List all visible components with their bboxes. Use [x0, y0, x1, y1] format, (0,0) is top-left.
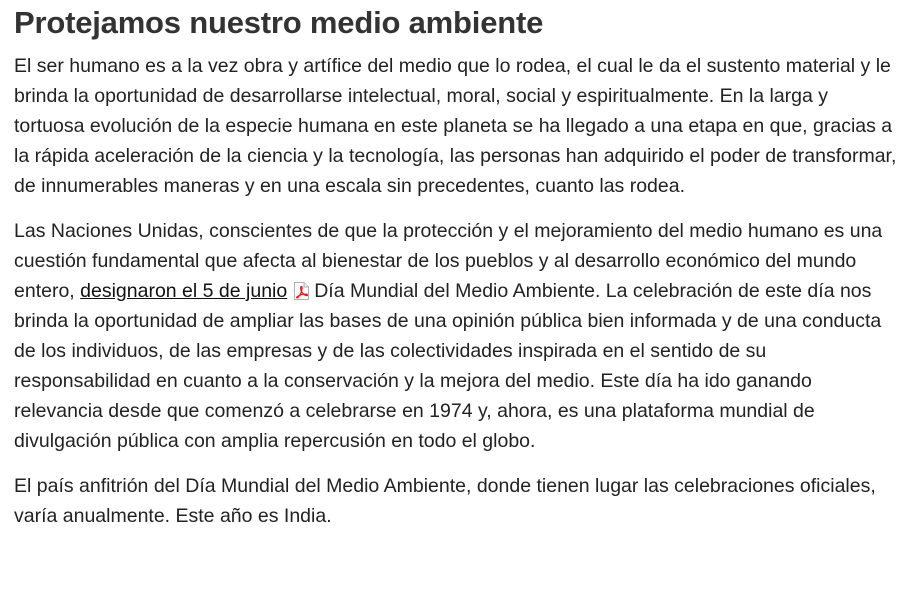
paragraph-un-text-before: Las Naciones Unidas, conscientes de que la protección y el mejoramiento del medio humano es una cuestión fundamental que afecta al bienestar de los pueblos y al desarrollo económico del mundo entero, [14, 220, 883, 302]
article [0, 3, 908, 531]
paragraph-un-text-after: Día Mundial del Medio Ambiente. La celebración de este día nos brinda la oportunidad de ampliar las bases de una opinión pública bien informada y de una conducta de los individuos, de las empresas y de las colectividades inspirada en el sentido de su responsabilidad en cuanto a la conservación y la mejora del medio. Este día ha ido ganando relevancia desde que comenzó a celebrarse en 1974 y, ahora, es una plataforma mundial de divulgación pública con amplia repercusión en todo el globo. [14, 280, 882, 452]
page-title: Protejamos nuestro medio ambiente [14, 5, 544, 40]
designation-link[interactable]: designaron el 5 de junio [80, 280, 288, 302]
pdf-icon[interactable] [293, 280, 310, 300]
paragraph-host: El país anfitrión del Día Mundial del Medio Ambiente, donde tienen lugar las celebraciones oficiales, varía anualmente. Este año es India. [14, 475, 876, 527]
paragraph-intro: El ser humano es a la vez obra y artífice del medio que lo rodea, el cual le da el sustento material y le brinda la oportunidad de desarrollarse intelectual, moral, social y espiritualmente. En la larga y tortuosa evolución de la especie humana en este planeta se ha llegado a una etapa en que, gracias a la rápida aceleración de la ciencia y la tecnología, las personas han adquirido el poder de transformar, de innumerables maneras y en una escala sin precedentes, cuanto las rodea. [14, 55, 897, 197]
paragraph-un [14, 216, 898, 456]
